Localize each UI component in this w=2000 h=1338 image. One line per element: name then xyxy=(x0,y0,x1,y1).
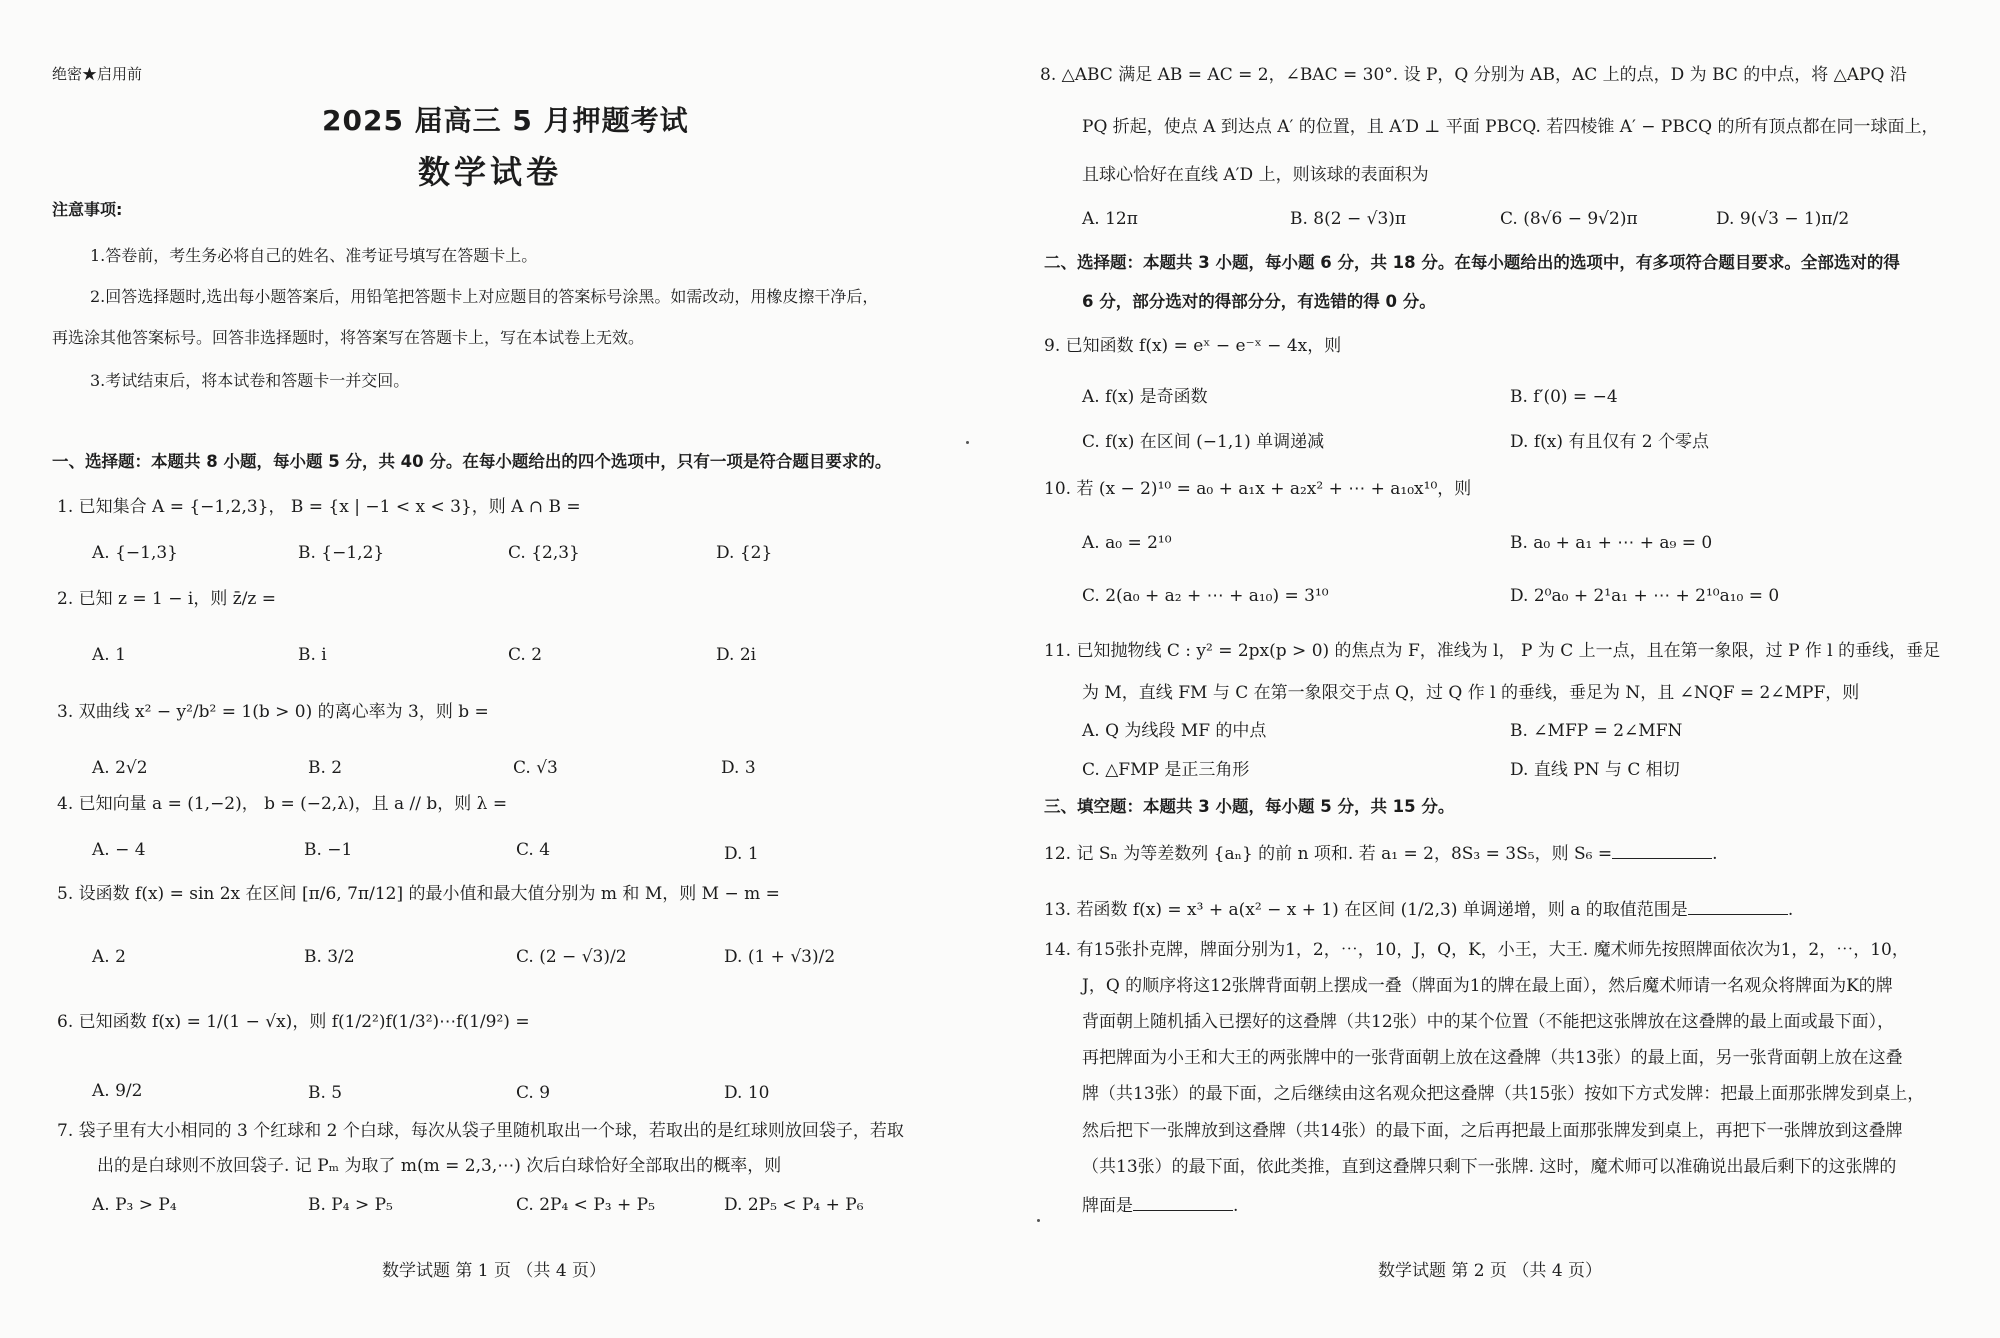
question-14-line-6: 然后把下一张牌放到这叠牌（共14张）的最下面，之后再把最上面那张牌发到桌上，再把下一张牌放到这叠牌 xyxy=(1082,1121,1903,1141)
question-14-line-8: 牌面是 . xyxy=(1082,1192,1238,1217)
notice-heading: 注意事项: xyxy=(52,200,123,219)
confidential-label: 绝密★启用前 xyxy=(52,65,143,83)
q9-option-d: D. f(x) 有且仅有 2 个零点 xyxy=(1510,432,1710,452)
q3-option-d: D. 3 xyxy=(721,758,756,778)
question-8: 8. △ABC 满足 AB = AC = 2，∠BAC = 30°. 设 P，Q 分别为 AB，AC 上的点，D 为 BC 的中点，将 △APQ 沿 xyxy=(1040,65,1907,85)
question-8-cont-1: PQ 折起，使点 A 到达点 A′ 的位置，且 A′D ⊥ 平面 PBCQ. 若四棱锥 A′ − PBCQ 的所有顶点都在同一球面上， xyxy=(1082,117,1939,137)
question-6: 6. 已知函数 f(x) = 1/(1 − √x)，则 f(1/2²)f(1/3²)⋯f(1/9²) = xyxy=(57,1012,530,1032)
notice-2-cont: 再选涂其他答案标号。回答非选择题时，将答案写在答题卡上，写在本试卷上无效。 xyxy=(52,328,645,347)
q9-option-c: C. f(x) 在区间 (−1,1) 单调递减 xyxy=(1082,432,1325,452)
q8-option-b: B. 8(2 − √3)π xyxy=(1290,209,1407,229)
q6-option-d: D. 10 xyxy=(724,1083,770,1103)
question-14-line-4: 再把牌面为小王和大王的两张牌中的一张背面朝上放在这叠牌（共13张）的最上面，另一张背面朝上放在这叠 xyxy=(1082,1048,1903,1068)
page-2-footer: 数学试题 第 2 页 （共 4 页） xyxy=(1378,1261,1603,1281)
question-12-text: 12. 记 Sₙ 为等差数列 {aₙ} 的前 n 项和. 若 a₁ = 2，8S₃ = 3S₅，则 S₆ = xyxy=(1044,844,1613,864)
q9-option-b: B. f′(0) = −4 xyxy=(1510,387,1618,407)
q10-option-c: C. 2(a₀ + a₂ + ⋯ + a₁₀) = 3¹⁰ xyxy=(1082,586,1329,606)
q4-option-d: D. 1 xyxy=(724,844,759,864)
q7-option-d: D. 2P₅ < P₄ + P₆ xyxy=(724,1195,864,1215)
question-4: 4. 已知向量 a = (1,−2)， b = (−2,λ)，且 a // b，则 λ = xyxy=(57,794,508,814)
q10-option-d: D. 2⁰a₀ + 2¹a₁ + ⋯ + 2¹⁰a₁₀ = 0 xyxy=(1510,586,1780,606)
question-10: 10. 若 (x − 2)¹⁰ = a₀ + a₁x + a₂x² + ⋯ + a₁₀x¹⁰，则 xyxy=(1044,479,1472,499)
question-14-line-3: 背面朝上随机插入已摆好的这叠牌（共12张）中的某个位置（不能把这张牌放在这叠牌的最上面或最下面）， xyxy=(1082,1012,1895,1032)
question-14-text-end: 牌面是 xyxy=(1082,1196,1133,1216)
q9-option-a: A. f(x) 是奇函数 xyxy=(1082,387,1208,407)
scan-speck xyxy=(966,441,969,444)
q1-option-a: A. {−1,3} xyxy=(92,543,178,563)
q6-option-c: C. 9 xyxy=(516,1083,551,1103)
q3-option-a: A. 2√2 xyxy=(92,758,148,778)
q10-option-a: A. a₀ = 2¹⁰ xyxy=(1082,533,1172,553)
subject-title: 数学试卷 xyxy=(418,153,563,191)
q8-option-a: A. 12π xyxy=(1082,209,1138,229)
q3-option-b: B. 2 xyxy=(308,758,343,778)
question-14-line-2: J，Q 的顺序将这12张牌背面朝上摆成一叠（牌面为1的牌在最上面），然后魔术师请一名观众将牌面为K的牌 xyxy=(1082,976,1893,996)
question-12: 12. 记 Sₙ 为等差数列 {aₙ} 的前 n 项和. 若 a₁ = 2，8S₃ = 3S₅，则 S₆ = . xyxy=(1044,840,1718,865)
question-9: 9. 已知函数 f(x) = eˣ − e⁻ˣ − 4x，则 xyxy=(1044,336,1342,356)
q1-option-d: D. {2} xyxy=(716,543,773,563)
question-5: 5. 设函数 f(x) = sin 2x 在区间 [π/6, 7π/12] 的最小值和最大值分别为 m 和 M，则 M − m = xyxy=(57,884,780,904)
q10-option-b: B. a₀ + a₁ + ⋯ + a₉ = 0 xyxy=(1510,533,1713,553)
question-14: 14. 有15张扑克牌，牌面分别为1，2，⋯，10，J，Q，K，小王，大王. 魔术师先按照牌面依次为1，2，⋯，10， xyxy=(1044,940,1909,960)
q5-option-b: B. 3/2 xyxy=(304,947,355,967)
question-3: 3. 双曲线 x² − y²/b² = 1(b > 0) 的离心率为 3，则 b = xyxy=(57,702,489,722)
q4-option-b: B. −1 xyxy=(304,840,353,860)
q2-option-d: D. 2i xyxy=(716,645,757,665)
question-14-line-7: （共13张）的最下面，依此类推，直到这叠牌只剩下一张牌. 这时，魔术师可以准确说出最后剩下的这张牌的 xyxy=(1082,1157,1897,1177)
question-11: 11. 已知抛物线 C : y² = 2px(p > 0) 的焦点为 F，准线为 l， P 为 C 上一点，且在第一象限，过 P 作 l 的垂线，垂足 xyxy=(1044,641,1941,661)
q6-option-a: A. 9/2 xyxy=(92,1081,143,1101)
q1-option-c: C. {2,3} xyxy=(508,543,580,563)
notice-1: 1.答卷前，考生务必将自己的姓名、准考证号填写在答题卡上。 xyxy=(90,246,538,265)
question-11-cont: 为 M，直线 FM 与 C 在第一象限交于点 Q，过 Q 作 l 的垂线，垂足为 N，且 ∠NQF = 2∠MPF，则 xyxy=(1082,683,1860,703)
q4-option-c: C. 4 xyxy=(516,840,551,860)
q5-option-c: C. (2 − √3)/2 xyxy=(516,947,627,967)
question-14-line-5: 牌（共13张）的最下面，之后继续由这名观众把这叠牌（共15张）按如下方式发牌：把最上面那张牌发到桌上， xyxy=(1082,1084,1925,1104)
q2-option-a: A. 1 xyxy=(92,645,126,665)
q7-option-b: B. P₄ > P₅ xyxy=(308,1195,393,1215)
page-1-footer: 数学试题 第 1 页 （共 4 页） xyxy=(382,1261,607,1281)
q12-answer-blank[interactable] xyxy=(1612,840,1712,859)
question-13-text: 13. 若函数 f(x) = x³ + a(x² − x + 1) 在区间 (1/2,3) 单调递增，则 a 的取值范围是 xyxy=(1044,900,1688,920)
notice-3: 3.考试结束后，将本试卷和答题卡一并交回。 xyxy=(90,371,410,390)
q2-option-c: C. 2 xyxy=(508,645,543,665)
question-8-cont-2: 且球心恰好在直线 A′D 上，则该球的表面积为 xyxy=(1082,165,1429,185)
q8-option-c: C. (8√6 − 9√2)π xyxy=(1500,209,1638,229)
q11-option-b: B. ∠MFP = 2∠MFN xyxy=(1510,721,1683,741)
q3-option-c: C. √3 xyxy=(513,758,558,778)
question-2: 2. 已知 z = 1 − i，则 z̄/z = xyxy=(57,589,277,609)
scan-speck xyxy=(1037,1219,1040,1222)
question-7-cont: 出的是白球则不放回袋子. 记 Pₘ 为取了 m(m = 2,3,⋯) 次后白球恰好全部取出的概率，则 xyxy=(97,1156,782,1176)
notice-2: 2.回答选择题时,选出每小题答案后，用铅笔把答题卡上对应题目的答案标号涂黑。如需改动，用橡皮擦干净后， xyxy=(90,287,879,306)
q6-option-b: B. 5 xyxy=(308,1083,343,1103)
q8-option-d: D. 9(√3 − 1)π/2 xyxy=(1716,209,1850,229)
question-1: 1. 已知集合 A = {−1,2,3}， B = {x | −1 < x < 3}，则 A ∩ B = xyxy=(57,497,581,517)
section-2-heading: 二、选择题：本题共 3 小题，每小题 6 分，共 18 分。在每小题给出的选项中，有多项符合题目要求。全部选对的得 xyxy=(1044,253,1900,272)
question-7: 7. 袋子里有大小相同的 3 个红球和 2 个白球，每次从袋子里随机取出一个球，若取出的是红球则放回袋子，若取 xyxy=(57,1121,904,1141)
q7-option-a: A. P₃ > P₄ xyxy=(92,1195,177,1215)
question-13: 13. 若函数 f(x) = x³ + a(x² − x + 1) 在区间 (1/2,3) 单调递增，则 a 的取值范围是 . xyxy=(1044,896,1793,921)
q11-option-a: A. Q 为线段 MF 的中点 xyxy=(1082,721,1267,741)
section-2-heading-cont: 6 分，部分选对的得部分分，有选错的得 0 分。 xyxy=(1082,292,1436,311)
section-3-heading: 三、填空题：本题共 3 小题，每小题 5 分，共 15 分。 xyxy=(1044,797,1455,816)
q7-option-c: C. 2P₄ < P₃ + P₅ xyxy=(516,1195,655,1215)
q5-option-d: D. (1 + √3)/2 xyxy=(724,947,836,967)
q11-option-d: D. 直线 PN 与 C 相切 xyxy=(1510,760,1680,780)
q14-answer-blank[interactable] xyxy=(1133,1192,1233,1211)
section-1-heading: 一、选择题：本题共 8 小题，每小题 5 分，共 40 分。在每小题给出的四个选项中，只有一项是符合题目要求的。 xyxy=(52,452,892,471)
q2-option-b: B. i xyxy=(298,645,327,665)
q11-option-c: C. △FMP 是正三角形 xyxy=(1082,760,1250,780)
q13-answer-blank[interactable] xyxy=(1688,896,1788,915)
q1-option-b: B. {−1,2} xyxy=(298,543,385,563)
q4-option-a: A. − 4 xyxy=(92,840,146,860)
exam-title: 2025 届高三 5 月押题考试 xyxy=(322,104,689,137)
q5-option-a: A. 2 xyxy=(92,947,126,967)
